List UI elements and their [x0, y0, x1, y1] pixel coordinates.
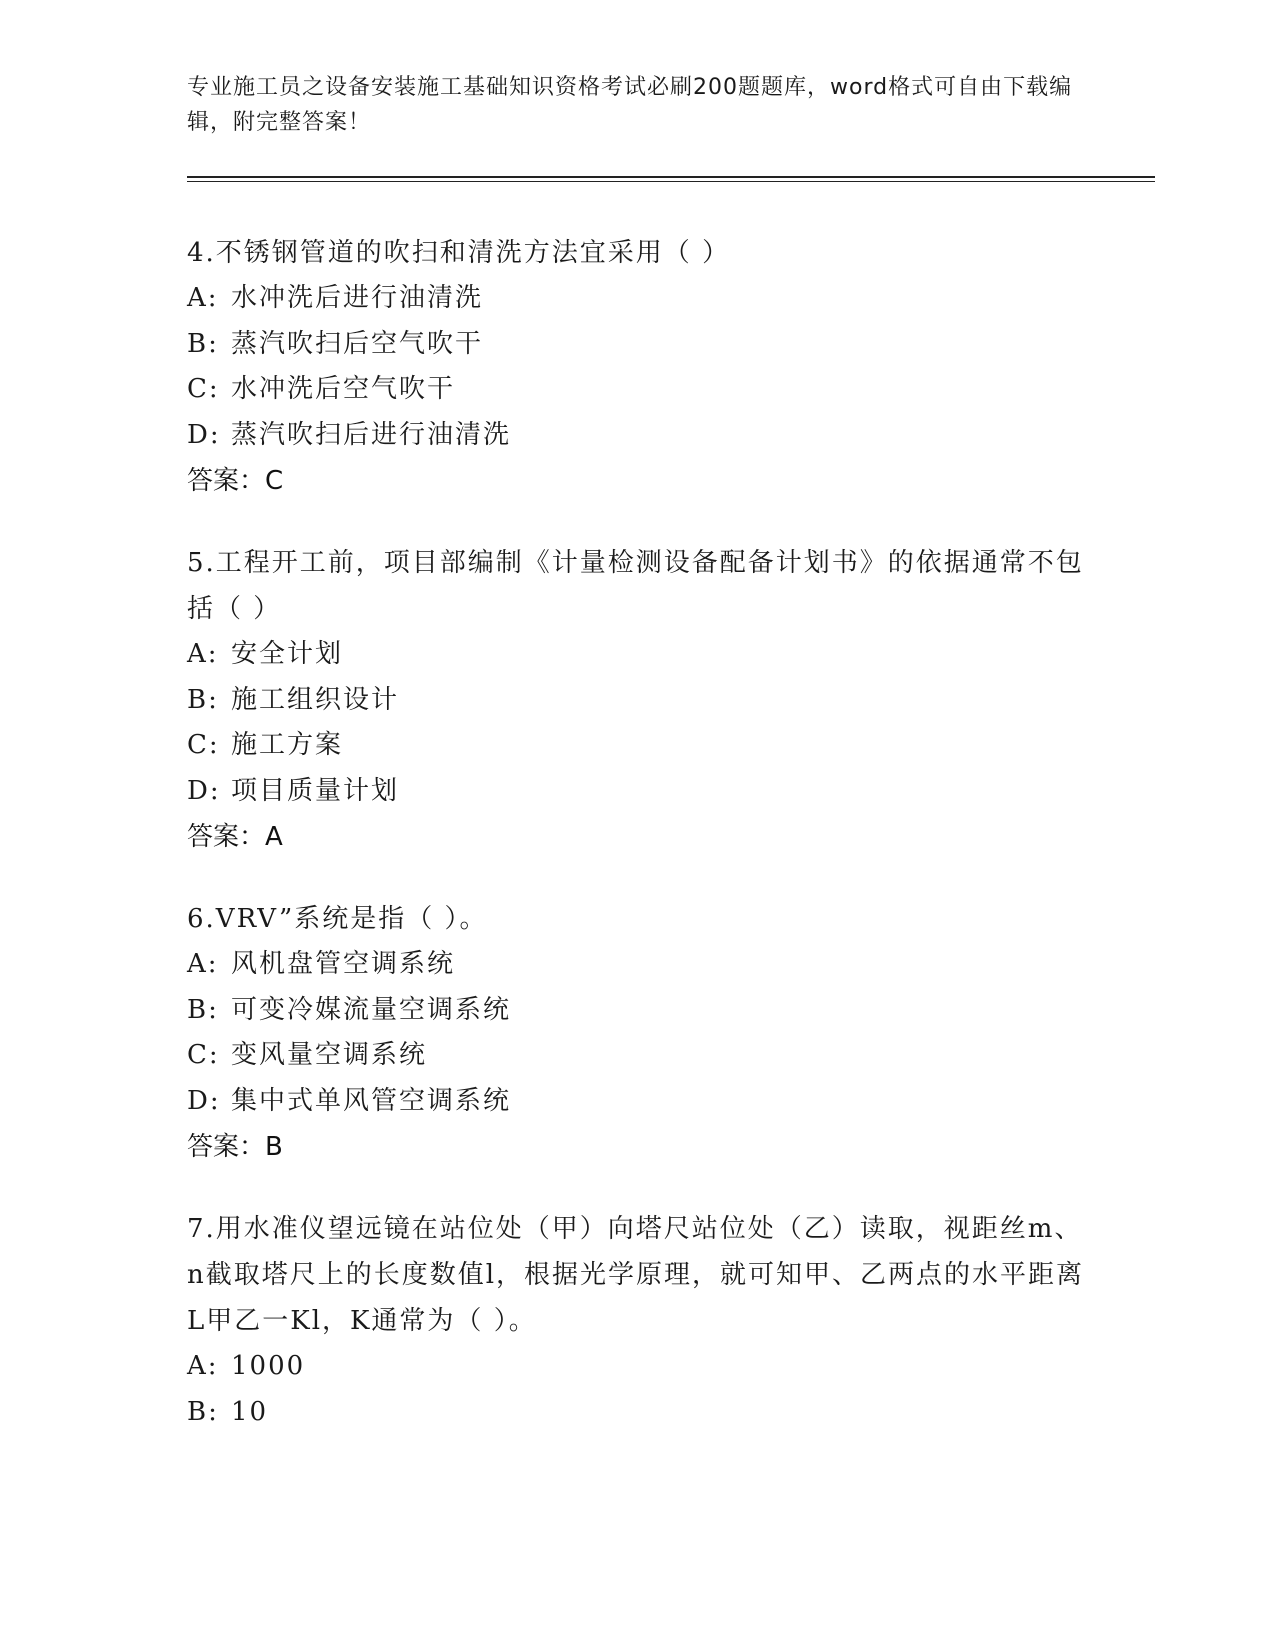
option-c [187, 367, 1087, 413]
option-text: 10 [231, 1396, 269, 1427]
option-b [187, 678, 1087, 724]
option-c [187, 723, 1087, 769]
option-key: C: [187, 374, 220, 404]
question-stem: 6.VRV”系统是指（ ）。 [187, 904, 488, 934]
question-7 [187, 1206, 1087, 1435]
header-divider-thick [187, 176, 1155, 178]
question-stem: 5.工程开工前，项目部编制《计量检测设备配备计划书》的依据通常不包括（ ） [187, 548, 1084, 624]
option-key: B: [187, 684, 219, 715]
option-text: 水冲洗后进行油清洗 [231, 283, 484, 313]
option-b [187, 322, 1087, 368]
question-stem: 7.用水准仪望远镜在站位处（甲）向塔尺站位处（乙）读取，视距丝m、n截取塔尺上的长度数值l，根据光学原理，就可知甲、乙两点的水平距离L甲乙一Kl，K通常为（ ）。 [187, 1214, 1085, 1336]
question-6 [187, 896, 1087, 1170]
option-text: 集中式单风管空调系统 [231, 1085, 512, 1116]
option-key: C: [187, 1040, 220, 1070]
option-key: D: [187, 419, 221, 450]
option-text: 变风量空调系统 [231, 1040, 428, 1070]
option-key: A: [187, 283, 219, 313]
option-d [187, 769, 1087, 815]
option-text: 安全计划 [231, 639, 344, 669]
option-key: D: [187, 775, 221, 806]
option-key: B: [187, 994, 219, 1025]
option-a [187, 1344, 1087, 1390]
question-5 [187, 540, 1087, 860]
option-c [187, 1033, 1087, 1079]
option-text: 1000 [231, 1351, 306, 1381]
option-key: A: [187, 949, 219, 979]
answer-line: 答案：A [187, 822, 283, 852]
option-text: 项目质量计划 [231, 775, 400, 806]
question-stem: 4.不锈钢管道的吹扫和清洗方法宜采用（ ） [187, 238, 731, 268]
option-b [187, 1390, 1087, 1436]
option-text: 施工组织设计 [231, 684, 400, 715]
option-key: A: [187, 1351, 219, 1381]
question-list [187, 230, 1087, 1471]
option-key: A: [187, 639, 219, 669]
answer-line: 答案：B [187, 1132, 283, 1162]
option-key: C: [187, 730, 220, 760]
option-key: D: [187, 1085, 221, 1116]
option-text: 施工方案 [231, 730, 344, 760]
answer-line: 答案：C [187, 466, 284, 496]
option-text: 可变冷媒流量空调系统 [231, 994, 512, 1025]
option-key: B: [187, 1396, 219, 1427]
option-text: 风机盘管空调系统 [231, 949, 456, 979]
option-a [187, 276, 1087, 322]
option-d [187, 413, 1087, 459]
option-text: 水冲洗后空气吹干 [231, 374, 456, 404]
document-header: 专业施工员之设备安装施工基础知识资格考试必刷200题题库，word格式可自由下载编辑，附完整答案！ [187, 75, 1073, 135]
option-d [187, 1079, 1087, 1125]
option-a [187, 942, 1087, 988]
option-text: 蒸汽吹扫后空气吹干 [231, 328, 484, 359]
question-4 [187, 230, 1087, 504]
option-key: B: [187, 328, 219, 359]
header-divider-thin [187, 181, 1155, 182]
option-a [187, 632, 1087, 678]
option-text: 蒸汽吹扫后进行油清洗 [231, 419, 512, 450]
option-b [187, 988, 1087, 1034]
